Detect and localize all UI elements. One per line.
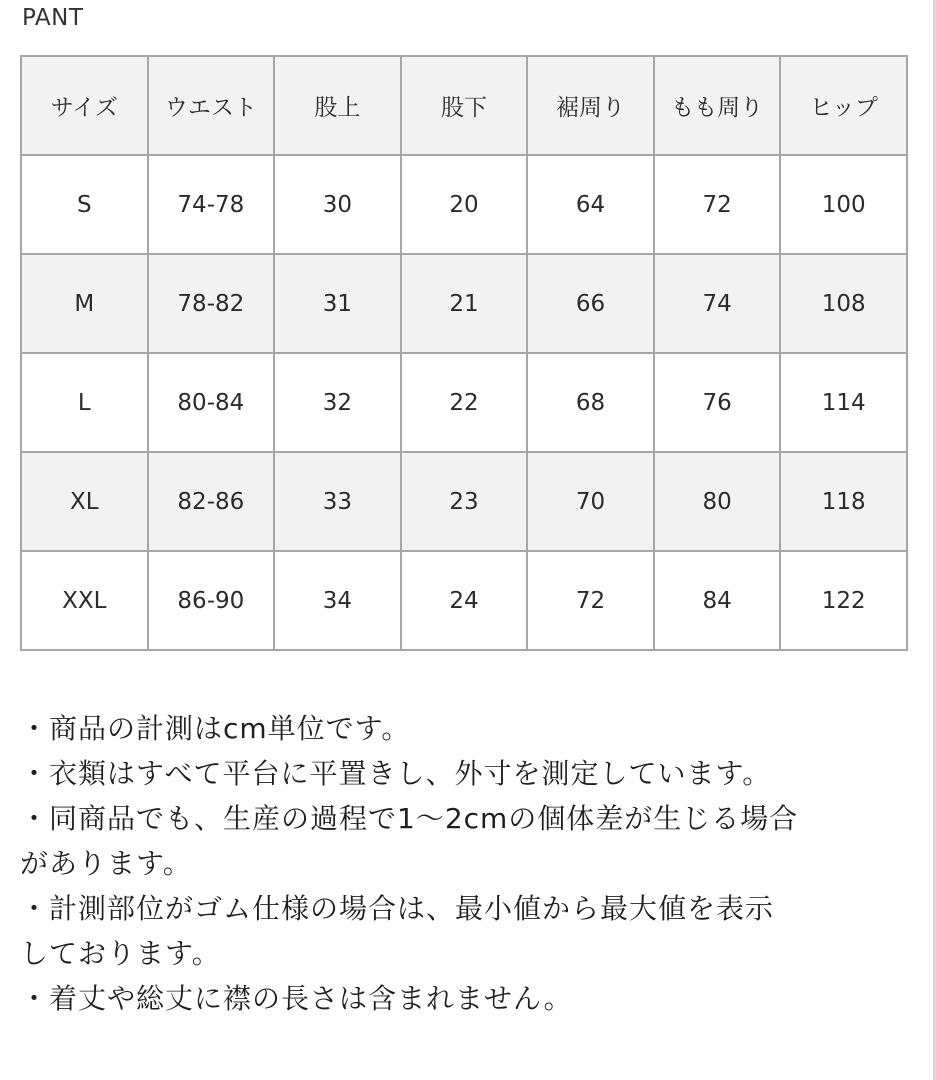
note-line: しております。 bbox=[20, 937, 221, 970]
table-row bbox=[21, 551, 907, 650]
note-line: があります。 bbox=[20, 847, 192, 880]
header-cell-rise: 股上 bbox=[274, 56, 401, 155]
table-row bbox=[21, 254, 907, 353]
header-cell-hem: 裾周り bbox=[527, 56, 654, 155]
table-cell: 72 bbox=[527, 551, 654, 650]
table-row bbox=[21, 155, 907, 254]
table-cell: 33 bbox=[274, 452, 401, 551]
table-cell: 68 bbox=[527, 353, 654, 452]
table-cell: 76 bbox=[654, 353, 781, 452]
table-header-row bbox=[21, 56, 907, 155]
table-cell: 22 bbox=[401, 353, 528, 452]
table-cell: 72 bbox=[654, 155, 781, 254]
table-row bbox=[21, 452, 907, 551]
header-cell-inseam: 股下 bbox=[401, 56, 528, 155]
table-cell: 80 bbox=[654, 452, 781, 551]
header-cell-hip: ヒップ bbox=[780, 56, 907, 155]
table-cell: 78-82 bbox=[148, 254, 275, 353]
table-row bbox=[21, 353, 907, 452]
table-cell: 74-78 bbox=[148, 155, 275, 254]
note-line: ・計測部位がゴム仕様の場合は、最小値から最大値を表示 bbox=[20, 892, 775, 925]
header-cell-waist: ウエスト bbox=[148, 56, 275, 155]
note-line: ・商品の計測はcm単位です。 bbox=[20, 712, 411, 745]
note-line: ・着丈や総丈に襟の長さは含まれません。 bbox=[20, 982, 573, 1015]
table-cell: 82-86 bbox=[148, 452, 275, 551]
table-cell: 32 bbox=[274, 353, 401, 452]
table-cell: XXL bbox=[21, 551, 148, 650]
table-cell: 84 bbox=[654, 551, 781, 650]
table-cell: 86-90 bbox=[148, 551, 275, 650]
table-cell: 21 bbox=[401, 254, 528, 353]
table-cell: 64 bbox=[527, 155, 654, 254]
table-cell: 80-84 bbox=[148, 353, 275, 452]
table-cell: 31 bbox=[274, 254, 401, 353]
table-cell: 122 bbox=[780, 551, 907, 650]
table-cell: 70 bbox=[527, 452, 654, 551]
table-cell: M bbox=[21, 254, 148, 353]
table-cell: 114 bbox=[780, 353, 907, 452]
header-cell-thigh: もも周り bbox=[654, 56, 781, 155]
header-cell-size: サイズ bbox=[21, 56, 148, 155]
table-cell: S bbox=[21, 155, 148, 254]
note-line: ・同商品でも、生産の過程で1～2cmの個体差が生じる場合 bbox=[20, 802, 799, 835]
size-chart-table bbox=[20, 55, 908, 651]
table-cell: 23 bbox=[401, 452, 528, 551]
table-cell: 34 bbox=[274, 551, 401, 650]
page-title: PANT bbox=[22, 5, 84, 31]
table-cell: 30 bbox=[274, 155, 401, 254]
note-line: ・衣類はすべて平台に平置きし、外寸を測定しています。 bbox=[20, 757, 772, 790]
table-cell: 118 bbox=[780, 452, 907, 551]
table-cell: XL bbox=[21, 452, 148, 551]
measurement-notes bbox=[20, 706, 920, 1021]
table-cell: 24 bbox=[401, 551, 528, 650]
table-cell: 20 bbox=[401, 155, 528, 254]
table-cell: 108 bbox=[780, 254, 907, 353]
table-cell: 66 bbox=[527, 254, 654, 353]
table-cell: 74 bbox=[654, 254, 781, 353]
table-cell: L bbox=[21, 353, 148, 452]
table-cell: 100 bbox=[780, 155, 907, 254]
